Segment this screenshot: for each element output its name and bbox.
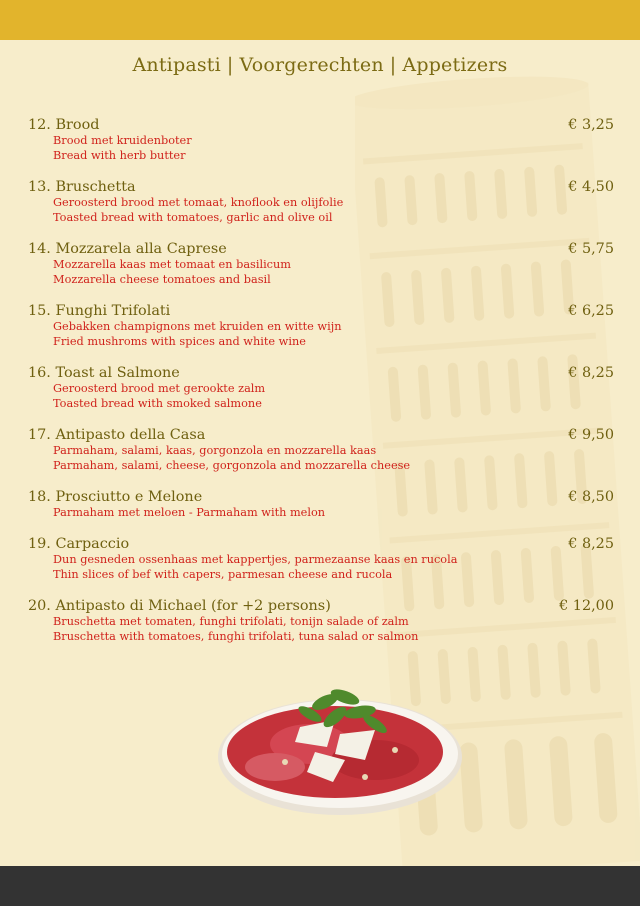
menu-item-title <box>28 303 614 320</box>
menu-item-price: € 9,50 <box>568 427 614 443</box>
heading-english: Appetizers <box>402 54 508 76</box>
menu-item-description: Parmaham met meloen - Parmaham with melon <box>53 506 326 519</box>
menu-item-name: Funghi Trifolati <box>55 303 171 319</box>
menu-item-description-dutch: Geroosterd brood met gerookte zalm <box>53 382 266 395</box>
menu-item-price: € 8,25 <box>568 536 614 553</box>
menu-item-name: Bruschetta <box>55 179 136 195</box>
page-heading <box>0 54 640 76</box>
menu-item <box>28 598 614 644</box>
menu-item-name: Antipasto della Casa <box>55 427 206 443</box>
menu-item-title <box>28 427 614 444</box>
menu-item <box>28 241 614 287</box>
menu-item <box>28 303 614 349</box>
bottom-banner <box>0 866 640 906</box>
menu-item-name: Toast al Salmone <box>55 365 180 381</box>
menu-item-price: € 8,50 <box>568 489 614 505</box>
menu-item-description-dutch: Brood met kruidenboter <box>53 134 192 147</box>
menu-item-number: 13. <box>28 179 51 195</box>
menu-item-title <box>28 489 614 506</box>
menu-item-name: Antipasto di Michael (for +2 persons) <box>55 598 331 615</box>
menu-item-number: 20. <box>28 598 51 615</box>
menu-item-description-dutch: Mozzarella kaas met tomaat en basilicum <box>53 258 292 271</box>
menu-item-number: 19. <box>28 536 51 553</box>
menu-item-title <box>28 536 614 553</box>
menu-item-description-english: Toasted bread with tomatoes, garlic and olive oil <box>53 210 333 224</box>
menu-item-name: Prosciutto e Melone <box>55 489 203 505</box>
menu-item-description-dutch: Bruschetta met tomaten, funghi trifolati, tonijn salade of zalm <box>53 615 409 629</box>
menu-item-description-dutch: Geroosterd brood met tomaat, knoflook en olijfolie <box>53 196 344 209</box>
menu-item <box>28 489 614 521</box>
menu-item-number: 15. <box>28 303 51 319</box>
menu-item-description-english: Fried mushroms with spices and white wine <box>53 334 306 348</box>
menu-item <box>28 536 614 582</box>
heading-separator: | <box>389 54 397 76</box>
menu-item-number: 17. <box>28 427 51 443</box>
menu-item-number: 18. <box>28 489 51 505</box>
menu-item-title <box>28 598 614 615</box>
menu-item-price: € 5,75 <box>568 241 614 257</box>
menu-item-number: 14. <box>28 241 51 257</box>
menu-item <box>28 179 614 225</box>
menu-item-price: € 6,25 <box>568 303 614 319</box>
menu-item-title <box>28 117 614 134</box>
menu-item-title <box>28 179 614 196</box>
menu-item-number: 16. <box>28 365 51 381</box>
menu-item-description-english: Thin slices of bef with capers, parmesan cheese and rucola <box>53 568 393 581</box>
menu-item <box>28 427 614 473</box>
menu-item-price: € 12,00 <box>559 598 614 615</box>
menu-item-name: Carpaccio <box>55 536 130 553</box>
menu-item <box>28 117 614 163</box>
menu-item-number: 12. <box>28 117 51 133</box>
menu-item-description-english: Parmaham, salami, cheese, gorgonzola and mozzarella cheese <box>53 458 411 472</box>
menu-item-price: € 3,25 <box>568 117 614 133</box>
heading-italian: Antipasti <box>132 54 221 76</box>
menu-item-price: € 4,50 <box>568 179 614 195</box>
heading-separator: | <box>226 54 234 76</box>
menu-item <box>28 365 614 411</box>
menu-item-description-dutch: Gebakken champignons met kruiden en witte wijn <box>53 320 342 333</box>
menu-item-price: € 8,25 <box>568 365 614 381</box>
menu-item-name: Brood <box>55 117 100 133</box>
heading-dutch: Voorgerechten <box>239 54 384 76</box>
menu-item-title <box>28 365 614 382</box>
menu-item-name: Mozzarela alla Caprese <box>55 241 227 257</box>
menu-list <box>28 117 614 660</box>
menu-item-description-dutch: Dun gesneden ossenhaas met kappertjes, parmezaanse kaas en rucola <box>53 553 458 567</box>
menu-item-description-english: Mozzarella cheese tomatoes and basil <box>53 272 271 286</box>
menu-item-title <box>28 241 614 258</box>
menu-item-description-english: Toasted bread with smoked salmone <box>53 396 262 410</box>
menu-item-description-dutch: Parmaham, salami, kaas, gorgonzola en mozzarella kaas <box>53 444 377 457</box>
menu-item-description-english: Bread with herb butter <box>53 148 186 162</box>
menu-item-description-english: Bruschetta with tomatoes, funghi trifolati, tuna salad or salmon <box>53 630 419 643</box>
carpaccio-dish-image <box>215 672 465 822</box>
top-banner <box>0 0 640 40</box>
